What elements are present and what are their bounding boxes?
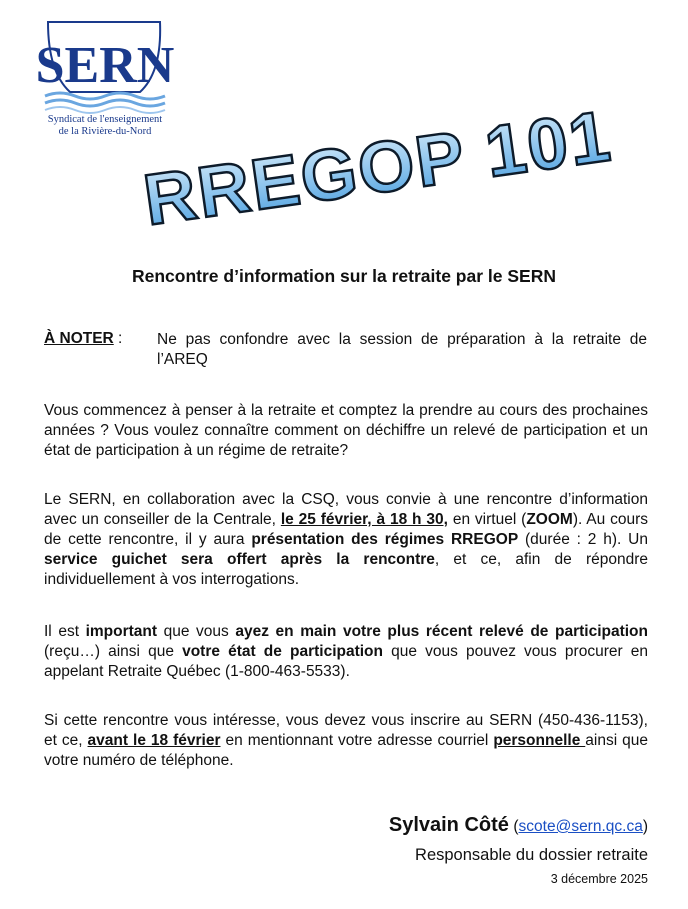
paragraph-documents: Il est important que vous ayez en main votre plus récent relevé de participation (reçu…) ainsi que votre état de participation que vous pouvez vous procurer en appelant Retraite Québec (1-800-463-5533). [44,623,648,680]
main-title [138,96,617,250]
meeting-date: le 25 février, à 18 h 30, [280,511,448,528]
sern-logo [35,12,175,137]
signature-role: Responsable du dossier retraite [415,846,648,864]
signature: Sylvain Côté (scote@sern.qc.ca) [388,814,648,836]
email-link[interactable]: scote@sern.qc.ca [518,818,643,835]
note-label: À NOTER : [44,330,123,347]
logo-caption-line1: Syndicat de l'enseignement [47,114,163,125]
note-text: Ne pas confondre avec la session de préparation à la retraite de l’AREQ [157,331,647,368]
document-date: 3 décembre 2025 [550,872,648,886]
paragraph-intro: Vous commencez à penser à la retraite et comptez la prendre au cours des prochaines années ? Vous voulez connaître comment on déchiffre un relevé de participation et un état de participation à un régime de retraite? [44,402,648,459]
signature-name: Sylvain Côté [388,814,509,836]
subtitle: Rencontre d’information sur la retraite par le SERN [132,266,556,286]
registration-deadline: avant le 18 février [87,732,221,749]
paragraph-registration: Si cette rencontre vous intéresse, vous devez vous inscrire au SERN (450-436-1153), et ce, avant le 18 février en mentionnant votre adresse courriel personnelle ainsi que votre numéro de téléphone. [44,712,648,769]
title-text: RREGOP 101 [139,96,617,241]
paragraph-invitation: Le SERN, en collaboration avec la CSQ, vous convie à une rencontre d’information avec un conseiller de la Centrale, le 25 février, à 18 h 30, en virtuel (ZOOM). Au cours de cette rencontre, il y aura présentation des régimes RREGOP (durée : 2 h). Un service guichet sera offert après la rencontre, et ce, afin de répondre individuellement à vos interrogations. [44,491,649,588]
logo-acronym: SERN [35,37,175,94]
logo-caption-line2: de la Rivière-du-Nord [58,126,152,137]
sern-logo-graphic [35,12,175,112]
